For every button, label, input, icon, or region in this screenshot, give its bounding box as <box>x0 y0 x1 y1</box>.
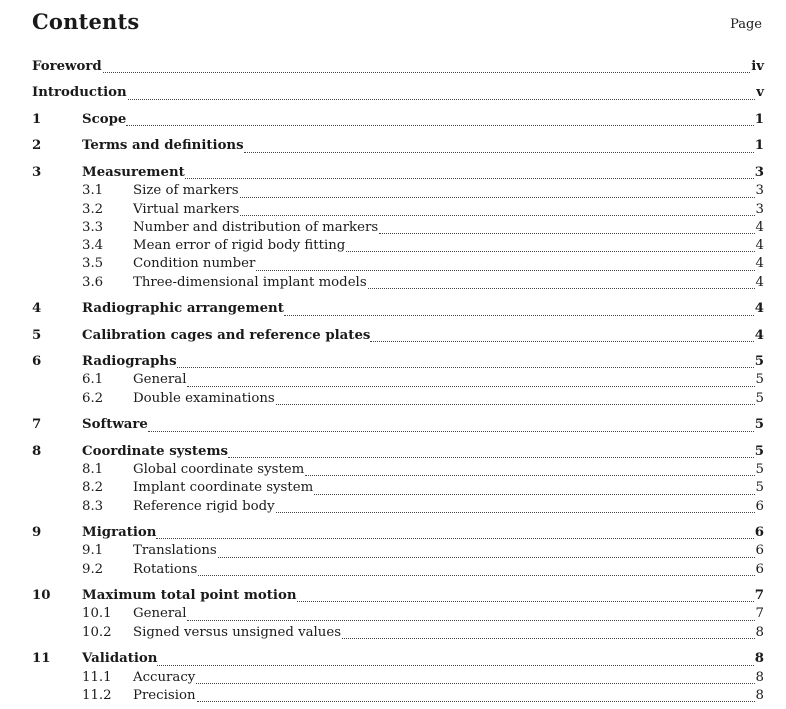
dot-leader <box>256 266 754 271</box>
toc-subentry[interactable] <box>32 237 764 255</box>
dot-leader <box>187 616 754 621</box>
toc-entry[interactable] <box>32 137 764 155</box>
toc-subentry[interactable] <box>32 542 764 560</box>
toc-entry-page-number: 6 <box>755 543 764 559</box>
toc-entry-title: Mean error of rigid body fitting <box>133 238 346 254</box>
toc-entry-page-number: 8 <box>755 687 764 703</box>
toc-entry-number: 10 <box>32 588 51 604</box>
toc-entry-title: Scope <box>82 111 127 127</box>
toc-entry-title: Number and distribution of markers <box>133 219 379 235</box>
toc-entry-page-number: iv <box>751 59 764 74</box>
toc-entry[interactable] <box>32 58 764 76</box>
toc-subentry[interactable] <box>32 390 764 408</box>
toc-entry-page-number: 4 <box>755 274 764 290</box>
toc-entry-page-number: 3 <box>755 183 764 199</box>
toc-entry[interactable] <box>32 587 764 605</box>
toc-entry-page-number: 5 <box>754 417 764 433</box>
toc-entry-title: Measurement <box>82 164 185 180</box>
dot-leader <box>370 337 753 342</box>
toc-subentry[interactable] <box>32 624 764 642</box>
toc-entry-title: Introduction <box>32 85 127 101</box>
toc-entry-number: 8 <box>32 443 42 459</box>
toc-entry-title: Migration <box>82 525 157 541</box>
toc-entry-number: 3.1 <box>82 183 104 199</box>
toc-subentry[interactable] <box>32 461 764 479</box>
toc-entry-page-number: 6 <box>754 525 764 541</box>
toc-entry-page-number: 8 <box>755 624 764 640</box>
toc-entry-title: Terms and definitions <box>82 138 244 154</box>
dot-leader <box>297 597 754 602</box>
toc-subentry[interactable] <box>32 687 764 705</box>
toc-subentry[interactable] <box>32 605 764 623</box>
toc-subentry[interactable] <box>32 561 764 579</box>
dot-leader <box>196 679 754 684</box>
toc-entry-page-number: 1 <box>754 138 764 154</box>
toc-entry-page-number: 5 <box>755 462 764 478</box>
toc-entry-number: 8.3 <box>82 498 104 514</box>
toc-entry-page-number: 5 <box>755 372 764 388</box>
toc-entry[interactable] <box>32 650 764 668</box>
page-title: Contents <box>32 9 140 34</box>
toc-subentry[interactable] <box>32 182 764 200</box>
toc-entry-title: Virtual markers <box>133 201 240 217</box>
toc-subentry[interactable] <box>32 201 764 219</box>
toc-subentry[interactable] <box>32 219 764 237</box>
toc-entry-number: 9 <box>32 525 42 541</box>
toc-entry-number: 6.1 <box>82 372 104 388</box>
toc-entry-title: Coordinate systems <box>82 443 229 459</box>
dot-leader <box>244 148 754 153</box>
toc-entry-number: 11.1 <box>82 669 112 685</box>
toc-entry-page-number: 6 <box>755 561 764 577</box>
toc-entry-page-number: 4 <box>755 238 764 254</box>
toc-subentry[interactable] <box>32 371 764 389</box>
toc-entry-number: 3.5 <box>82 256 104 272</box>
toc-entry-title: Condition number <box>133 256 256 272</box>
toc-entry-title: Radiographs <box>82 354 177 370</box>
toc-entry-title: Global coordinate system <box>133 462 305 478</box>
toc-entry[interactable] <box>32 524 764 542</box>
toc-entry-page-number: 3 <box>754 164 764 180</box>
dot-leader <box>156 534 753 539</box>
dot-leader <box>185 174 754 179</box>
toc-subentry[interactable] <box>32 669 764 687</box>
toc-entry-number: 6.2 <box>82 390 104 406</box>
toc-entry-number: 11 <box>32 651 51 667</box>
page-column-label: Page <box>730 17 762 32</box>
toc-entry-title: Reference rigid body <box>133 498 275 514</box>
dot-leader <box>368 284 755 289</box>
toc-entry-page-number: 7 <box>755 606 764 622</box>
toc-entry-title: Radiographic arrangement <box>82 301 284 317</box>
toc-entry-page-number: 8 <box>755 669 764 685</box>
toc-entry-page-number: 1 <box>754 111 764 127</box>
toc-entry-page-number: 5 <box>755 390 764 406</box>
dot-leader <box>284 311 754 316</box>
dot-leader <box>240 193 755 198</box>
dot-leader <box>342 634 754 639</box>
dot-leader <box>228 453 754 458</box>
toc-entry-title: Signed versus unsigned values <box>133 624 342 640</box>
toc-entry-page-number: 3 <box>755 201 764 217</box>
toc-entry-title: General <box>133 606 187 622</box>
toc-entry-number: 4 <box>32 301 42 317</box>
toc-entry-number: 9.1 <box>82 543 104 559</box>
toc-entry-number: 11.2 <box>82 687 112 703</box>
dot-leader <box>177 363 754 368</box>
toc-subentry[interactable] <box>32 274 764 292</box>
dot-leader <box>346 247 754 252</box>
toc-entry-page-number: 4 <box>754 327 764 343</box>
toc-entry-number: 6 <box>32 354 42 370</box>
toc-entry-page-number: 5 <box>755 480 764 496</box>
toc-entry-title: Calibration cages and reference plates <box>82 327 371 343</box>
toc-entry-page-number: 4 <box>755 256 764 272</box>
dot-leader <box>218 553 755 558</box>
toc-entry-number: 9.2 <box>82 561 104 577</box>
toc-entry-number: 1 <box>32 111 42 127</box>
toc-entry-page-number: 7 <box>754 588 764 604</box>
toc-entry[interactable] <box>32 111 764 129</box>
toc-entry-number: 3.3 <box>82 219 104 235</box>
toc-entry-title: Foreword <box>32 59 102 74</box>
toc-entry-number: 3.4 <box>82 238 104 254</box>
toc-entry-number: 3.2 <box>82 201 104 217</box>
dot-leader <box>276 508 755 513</box>
toc-entry[interactable] <box>32 327 764 345</box>
toc-entry-page-number: v <box>756 85 764 101</box>
dot-leader <box>103 68 751 73</box>
dot-leader <box>305 471 754 476</box>
toc-entry-title: Validation <box>82 651 158 667</box>
toc-subentry[interactable] <box>32 498 764 516</box>
toc-subentry[interactable] <box>32 479 764 497</box>
toc-entry-number: 3.6 <box>82 274 104 290</box>
toc-entry[interactable] <box>32 84 764 102</box>
dot-leader <box>157 661 753 666</box>
toc-entry-title: Implant coordinate system <box>133 480 314 496</box>
toc-entry[interactable] <box>32 443 764 461</box>
toc-entry-page-number: 5 <box>754 354 764 370</box>
toc-entry-title: Software <box>82 417 148 433</box>
toc-entry[interactable] <box>32 164 764 182</box>
toc-entry-title: Translations <box>133 543 217 559</box>
toc-entry-title: Rotations <box>133 561 198 577</box>
dot-leader <box>240 211 754 216</box>
dot-leader <box>314 490 754 495</box>
dot-leader <box>276 400 755 405</box>
toc-entry-number: 10.2 <box>82 624 112 640</box>
dot-leader <box>126 121 753 126</box>
toc-entry-title: Precision <box>133 687 196 703</box>
toc-entry-title: Accuracy <box>133 669 196 685</box>
toc-entry-title: Double examinations <box>133 390 275 406</box>
toc-entry-number: 5 <box>32 327 42 343</box>
toc-entry-page-number: 6 <box>755 498 764 514</box>
toc-entry-title: Size of markers <box>133 183 239 199</box>
toc-entry-page-number: 4 <box>755 219 764 235</box>
dot-leader <box>197 697 755 702</box>
dot-leader <box>198 571 754 576</box>
toc-entry-title: Three-dimensional implant models <box>133 274 367 290</box>
toc-entry[interactable] <box>32 353 764 371</box>
toc-entry[interactable] <box>32 416 764 434</box>
toc-entry-number: 10.1 <box>82 606 112 622</box>
toc-entry-number: 2 <box>32 138 42 154</box>
toc-entry[interactable] <box>32 300 764 318</box>
toc-entry-number: 8.2 <box>82 480 104 496</box>
toc-entry-number: 8.1 <box>82 462 104 478</box>
toc-subentry[interactable] <box>32 255 764 273</box>
toc-entry-title: General <box>133 372 187 388</box>
toc-entry-title: Maximum total point motion <box>82 588 297 604</box>
toc-entry-page-number: 8 <box>754 651 764 667</box>
dot-leader <box>187 382 754 387</box>
toc-entry-page-number: 5 <box>754 443 764 459</box>
dot-leader <box>128 95 755 100</box>
toc-entry-page-number: 4 <box>754 301 764 317</box>
table-of-contents <box>32 58 764 705</box>
dot-leader <box>148 427 754 432</box>
toc-entry-number: 7 <box>32 417 42 433</box>
toc-entry-number: 3 <box>32 164 42 180</box>
dot-leader <box>379 229 754 234</box>
